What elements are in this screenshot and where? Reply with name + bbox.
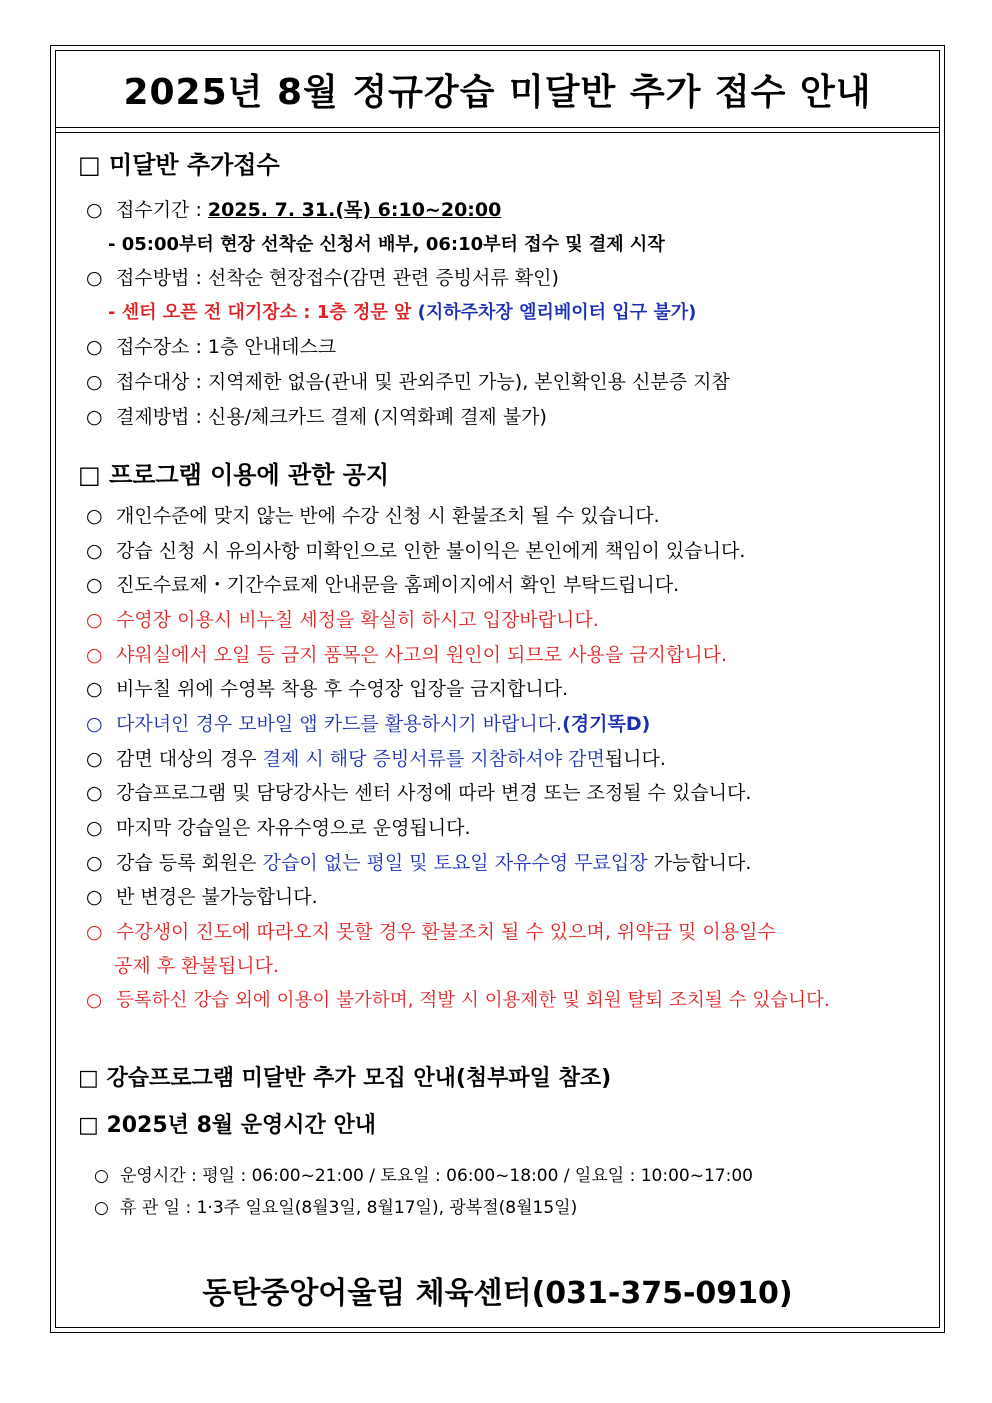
operating-hours: ○ 운영시간 : 평일 : 06:00~21:00 / 토요일 : 06:00~18:00 / 일요일 : 10:00~17:00 [94, 1166, 753, 1186]
notice-item: ○ 마지막 강습일은 자유수영으로 운영됩니다. [86, 817, 471, 839]
title-box [56, 51, 939, 128]
section-heading-operating-hours: □ 2025년 8월 운영시간 안내 [78, 1113, 376, 1138]
notice-item: ○ 비누칠 위에 수영복 착용 후 수영장 입장을 금지합니다. [86, 678, 569, 700]
notice-item: ○ 진도수료제・기간수료제 안내문을 홈페이지에서 확인 부탁드립니다. [86, 574, 680, 596]
content [56, 133, 939, 1327]
section-heading-recruitment: □ 강습프로그램 미달반 추가 모집 안내(첨부파일 참조) [78, 1066, 612, 1091]
notice-item: ○ 강습 신청 시 유의사항 미확인으로 인한 불이익은 본인에게 책임이 있습니다. [86, 540, 746, 562]
reception-method: ○ 접수방법 : 선착순 현장접수(감면 관련 증빙서류 확인) [86, 267, 559, 289]
document-frame [50, 45, 945, 1333]
notice-item: ○ 다자녀인 경우 모바일 앱 카드를 활용하시기 바랍니다.(경기똑D) [86, 713, 651, 735]
period-value: 2025. 7. 31.(목) 6:10~20:00 [207, 199, 502, 221]
notice-item: ○ 감면 대상의 경우 결제 시 해당 증빙서류를 지참하셔야 감면됩니다. [86, 748, 666, 770]
notice-item: ○ 샤워실에서 오일 등 금지 품목은 사고의 원인이 되므로 사용을 금지합니다. [86, 644, 728, 666]
reception-payment: ○ 결제방법 : 신용/체크카드 결제 (지역화폐 결제 불가) [86, 406, 547, 428]
period-note: - 05:00부터 현장 선착순 신청서 배부, 06:10부터 접수 및 결제 시작 [108, 234, 665, 255]
page-title: 2025년 8월 정규강습 미달반 추가 접수 안내 [123, 71, 872, 113]
notice-item: ○ 수영장 이용시 비누칠 세정을 확실히 하시고 입장바랍니다. [86, 609, 599, 631]
notice-item: ○ 등록하신 강습 외에 이용이 불가하며, 적발 시 이용제한 및 회원 탈퇴 조치될 수 있습니다. [86, 990, 830, 1011]
footer-contact: 동탄중앙어울림 체육센터(031-375-0910) [202, 1276, 793, 1311]
reception-place: ○ 접수장소 : 1층 안내데스크 [86, 336, 337, 358]
document-inner-frame [55, 50, 940, 1328]
notice-item-continuation: 공제 후 환불됩니다. [114, 955, 279, 977]
notice-item: ○ 수강생이 진도에 따라오지 못할 경우 환불조치 될 수 있으며, 위약금 및 이용일수 [86, 921, 776, 943]
section-heading-program-notice: □ 프로그램 이용에 관한 공지 [78, 461, 390, 489]
reception-period: ○ 접수기간 : 2025. 7. 31.(목) 6:10~20:00 [86, 199, 502, 221]
notice-item: ○ 강습 등록 회원은 강습이 없는 평일 및 토요일 자유수영 무료입장 가능합니다. [86, 852, 752, 874]
notice-item: ○ 강습프로그램 및 담당강사는 센터 사정에 따라 변경 또는 조정될 수 있습니다. [86, 782, 752, 804]
notice-item: ○ 반 변경은 불가능합니다. [86, 886, 318, 908]
section-heading-additional-reception: □ 미달반 추가접수 [78, 151, 280, 179]
waiting-place: - 센터 오픈 전 대기장소 : 1층 정문 앞 (지하주차장 엘리베이터 입구 불가) [108, 302, 697, 323]
reception-target: ○ 접수대상 : 지역제한 없음(관내 및 관외주민 가능), 본인확인용 신분증 지참 [86, 371, 730, 393]
notice-item: ○ 개인수준에 맞지 않는 반에 수강 신청 시 환불조치 될 수 있습니다. [86, 505, 660, 527]
closed-days: ○ 휴 관 일 : 1·3주 일요일(8월3일, 8월17일), 광복절(8월15일) [94, 1198, 578, 1218]
